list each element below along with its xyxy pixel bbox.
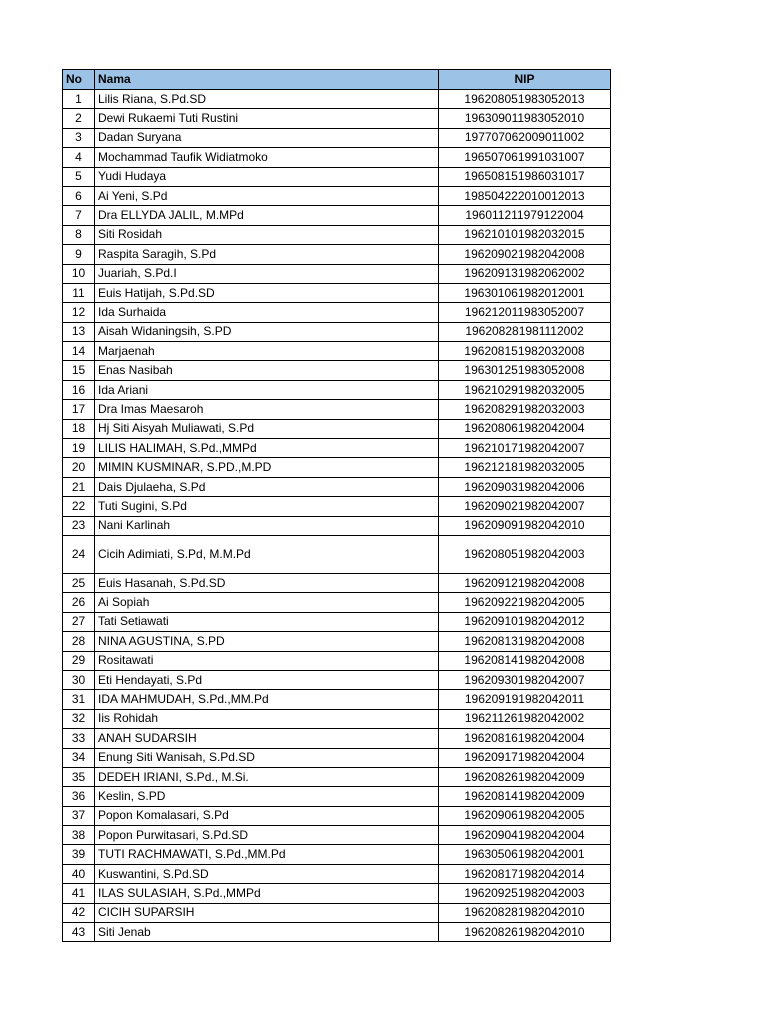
cell-nip: 196208151982032008 (439, 342, 611, 361)
cell-nama: Juariah, S.Pd.I (95, 264, 439, 283)
cell-nip: 196208051982042003 (439, 535, 611, 573)
table-row (63, 380, 611, 399)
column-header-nama: Nama (95, 70, 439, 90)
table-header (63, 70, 611, 90)
cell-no: 13 (63, 322, 95, 341)
table-row (63, 632, 611, 651)
cell-nama: NINA AGUSTINA, S.PD (95, 632, 439, 651)
cell-no: 15 (63, 361, 95, 380)
cell-nama: Enas Nasibah (95, 361, 439, 380)
cell-no: 12 (63, 303, 95, 322)
cell-nip: 196508151986031017 (439, 167, 611, 186)
cell-nip: 196210171982042007 (439, 439, 611, 458)
cell-no: 22 (63, 497, 95, 516)
cell-nip: 196208051983052013 (439, 90, 611, 109)
cell-nama: Mochammad Taufik Widiatmoko (95, 148, 439, 167)
cell-nama: Iis Rohidah (95, 709, 439, 728)
cell-no: 38 (63, 826, 95, 845)
cell-nama: Dra Imas Maesaroh (95, 400, 439, 419)
table-row (63, 826, 611, 845)
cell-nip: 196305061982042001 (439, 845, 611, 864)
cell-no: 10 (63, 264, 95, 283)
cell-nip: 196209191982042011 (439, 690, 611, 709)
cell-no: 36 (63, 787, 95, 806)
cell-nip: 196208061982042004 (439, 419, 611, 438)
cell-nip: 198504222010012013 (439, 186, 611, 205)
cell-nama: Lilis Riana, S.Pd.SD (95, 90, 439, 109)
cell-no: 3 (63, 128, 95, 147)
table-row (63, 283, 611, 302)
cell-nama: Ai Sopiah (95, 593, 439, 612)
cell-no: 24 (63, 535, 95, 573)
cell-nama: Cicih Adimiati, S.Pd, M.M.Pd (95, 535, 439, 573)
column-header-no: No (63, 70, 95, 90)
cell-no: 29 (63, 651, 95, 670)
cell-nip: 196208131982042008 (439, 632, 611, 651)
cell-nip: 196209251982042003 (439, 884, 611, 903)
table-row (63, 923, 611, 942)
table-row (63, 670, 611, 689)
cell-no: 4 (63, 148, 95, 167)
cell-nama: Dadan Suryana (95, 128, 439, 147)
cell-no: 33 (63, 729, 95, 748)
cell-nama: Tuti Sugini, S.Pd (95, 497, 439, 516)
cell-nip: 197707062009011002 (439, 128, 611, 147)
cell-nama: Kuswantini, S.Pd.SD (95, 864, 439, 883)
table-row (63, 245, 611, 264)
table-row (63, 845, 611, 864)
cell-nama: Yudi Hudaya (95, 167, 439, 186)
cell-nip: 196211261982042002 (439, 709, 611, 728)
cell-nip: 196209021982042008 (439, 245, 611, 264)
cell-nama: LILIS HALIMAH, S.Pd.,MMPd (95, 439, 439, 458)
cell-nip: 196209131982062002 (439, 264, 611, 283)
cell-nip: 196208141982042009 (439, 787, 611, 806)
table-row (63, 516, 611, 535)
cell-nama: Siti Rosidah (95, 225, 439, 244)
cell-nip: 196208291982032003 (439, 400, 611, 419)
table-row (63, 806, 611, 825)
cell-no: 42 (63, 903, 95, 922)
table-row (63, 884, 611, 903)
cell-nip: 196301251983052008 (439, 361, 611, 380)
cell-nip: 196209101982042012 (439, 612, 611, 631)
cell-nama: Aisah Widaningsih, S.PD (95, 322, 439, 341)
cell-nama: Siti Jenab (95, 923, 439, 942)
cell-no: 28 (63, 632, 95, 651)
cell-no: 7 (63, 206, 95, 225)
table-row (63, 225, 611, 244)
cell-nip: 196209021982042007 (439, 497, 611, 516)
cell-nip: 196208161982042004 (439, 729, 611, 748)
table-row (63, 109, 611, 128)
table-row (63, 477, 611, 496)
cell-nip: 196301061982012001 (439, 283, 611, 302)
cell-nip: 196309011983052010 (439, 109, 611, 128)
table-row (63, 439, 611, 458)
cell-nip: 196208261982042010 (439, 923, 611, 942)
cell-no: 37 (63, 806, 95, 825)
cell-nama: Dewi Rukaemi Tuti Rustini (95, 109, 439, 128)
cell-nama: Euis Hasanah, S.Pd.SD (95, 573, 439, 592)
cell-nip: 196208281981112002 (439, 322, 611, 341)
cell-no: 9 (63, 245, 95, 264)
cell-no: 21 (63, 477, 95, 496)
cell-nama: DEDEH IRIANI, S.Pd., M.Si. (95, 767, 439, 786)
cell-no: 40 (63, 864, 95, 883)
table-row (63, 361, 611, 380)
cell-nama: Rositawati (95, 651, 439, 670)
employee-table (62, 69, 611, 942)
cell-no: 43 (63, 923, 95, 942)
table-row (63, 593, 611, 612)
table-row (63, 419, 611, 438)
cell-nip: 196212011983052007 (439, 303, 611, 322)
table-row (63, 864, 611, 883)
cell-nip: 196209061982042005 (439, 806, 611, 825)
cell-no: 11 (63, 283, 95, 302)
cell-no: 35 (63, 767, 95, 786)
table-row (63, 903, 611, 922)
cell-no: 14 (63, 342, 95, 361)
cell-nama: Keslin, S.PD (95, 787, 439, 806)
table-row (63, 458, 611, 477)
cell-no: 6 (63, 186, 95, 205)
table-row (63, 535, 611, 573)
table-row (63, 186, 611, 205)
cell-nip: 196209041982042004 (439, 826, 611, 845)
cell-nip: 196210101982032015 (439, 225, 611, 244)
cell-nip: 196011211979122004 (439, 206, 611, 225)
cell-no: 1 (63, 90, 95, 109)
table-row (63, 322, 611, 341)
cell-nama: Hj Siti Aisyah Muliawati, S.Pd (95, 419, 439, 438)
table-row (63, 264, 611, 283)
cell-nama: Ida Surhaida (95, 303, 439, 322)
header-row (63, 70, 611, 90)
cell-nip: 196209091982042010 (439, 516, 611, 535)
cell-no: 2 (63, 109, 95, 128)
cell-nip: 196209221982042005 (439, 593, 611, 612)
table-body (63, 90, 611, 942)
cell-nama: TUTI RACHMAWATI, S.Pd.,MM.Pd (95, 845, 439, 864)
cell-nip: 196507061991031007 (439, 148, 611, 167)
table-row (63, 612, 611, 631)
cell-nip: 196209171982042004 (439, 748, 611, 767)
table-row (63, 148, 611, 167)
table-row (63, 690, 611, 709)
cell-nama: ILAS SULASIAH, S.Pd.,MMPd (95, 884, 439, 903)
cell-nip: 196208171982042014 (439, 864, 611, 883)
cell-no: 5 (63, 167, 95, 186)
cell-no: 32 (63, 709, 95, 728)
cell-nip: 196208261982042009 (439, 767, 611, 786)
cell-nama: Tati Setiawati (95, 612, 439, 631)
table-row (63, 573, 611, 592)
table-row (63, 342, 611, 361)
cell-no: 19 (63, 439, 95, 458)
cell-nama: Dra ELLYDA JALIL, M.MPd (95, 206, 439, 225)
cell-nama: Ida Ariani (95, 380, 439, 399)
cell-nama: IDA MAHMUDAH, S.Pd.,MM.Pd (95, 690, 439, 709)
table-row (63, 400, 611, 419)
cell-no: 26 (63, 593, 95, 612)
cell-nip: 196210291982032005 (439, 380, 611, 399)
cell-nama: Marjaenah (95, 342, 439, 361)
cell-nip: 196208141982042008 (439, 651, 611, 670)
cell-nama: Raspita Saragih, S.Pd (95, 245, 439, 264)
table-row (63, 167, 611, 186)
table-row (63, 303, 611, 322)
cell-nama: Eti Hendayati, S.Pd (95, 670, 439, 689)
cell-nama: Dais Djulaeha, S.Pd (95, 477, 439, 496)
cell-no: 23 (63, 516, 95, 535)
cell-nama: Ai Yeni, S.Pd (95, 186, 439, 205)
cell-no: 30 (63, 670, 95, 689)
table-row (63, 748, 611, 767)
cell-no: 27 (63, 612, 95, 631)
column-header-nip: NIP (439, 70, 611, 90)
cell-nama: CICIH SUPARSIH (95, 903, 439, 922)
cell-no: 31 (63, 690, 95, 709)
table-row (63, 787, 611, 806)
cell-nip: 196212181982032005 (439, 458, 611, 477)
cell-no: 34 (63, 748, 95, 767)
cell-no: 8 (63, 225, 95, 244)
cell-nama: Nani Karlinah (95, 516, 439, 535)
table-row (63, 206, 611, 225)
cell-no: 41 (63, 884, 95, 903)
cell-nip: 196208281982042010 (439, 903, 611, 922)
cell-no: 18 (63, 419, 95, 438)
cell-nama: MIMIN KUSMINAR, S.PD.,M.PD (95, 458, 439, 477)
cell-no: 17 (63, 400, 95, 419)
cell-nama: Popon Komalasari, S.Pd (95, 806, 439, 825)
cell-nip: 196209121982042008 (439, 573, 611, 592)
table-row (63, 709, 611, 728)
table-row (63, 651, 611, 670)
cell-nama: Enung Siti Wanisah, S.Pd.SD (95, 748, 439, 767)
table-row (63, 90, 611, 109)
table-row (63, 497, 611, 516)
cell-no: 25 (63, 573, 95, 592)
table-row (63, 729, 611, 748)
cell-no: 16 (63, 380, 95, 399)
cell-no: 20 (63, 458, 95, 477)
cell-nip: 196209031982042006 (439, 477, 611, 496)
cell-nama: Euis Hatijah, S.Pd.SD (95, 283, 439, 302)
cell-nip: 196209301982042007 (439, 670, 611, 689)
cell-no: 39 (63, 845, 95, 864)
cell-nama: ANAH SUDARSIH (95, 729, 439, 748)
table-row (63, 767, 611, 786)
table-row (63, 128, 611, 147)
cell-nama: Popon Purwitasari, S.Pd.SD (95, 826, 439, 845)
